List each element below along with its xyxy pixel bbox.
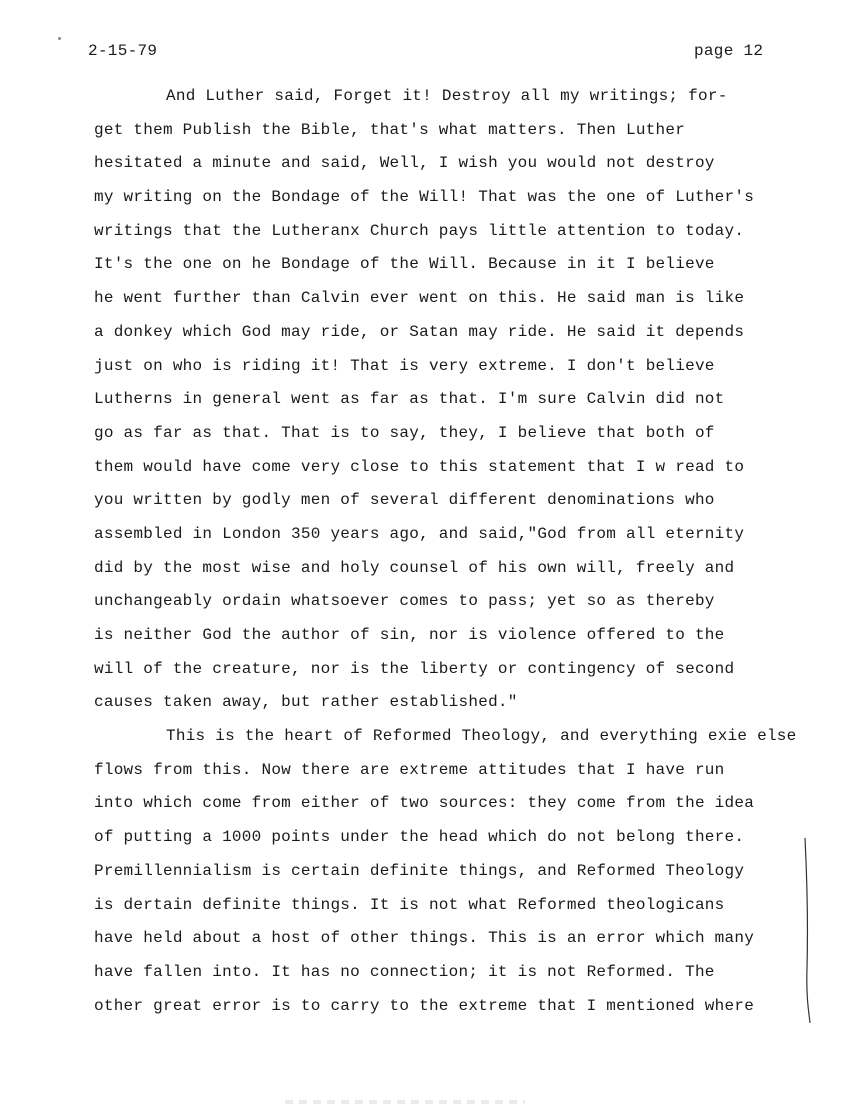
paragraph-1-line: causes taken away, but rather established." [94,693,518,712]
body-text [94,80,834,1023]
paragraph-1-line: go as far as that. That is to say, they, I believe that both of [94,423,715,442]
margin-bracket-mark [803,838,813,1023]
paragraph-1-line: Lutherns in general went as far as that. I'm sure Calvin did not [94,390,725,409]
paragraph-1-line: will of the creature, nor is the liberty or contingency of second [94,659,735,678]
paragraph-1-line: assembled in London 350 years ago, and said,"God from all eternity [94,524,745,543]
paragraph-2-line: other great error is to carry to the extreme that I mentioned where [94,996,755,1015]
paragraph-1-line: you written by godly men of several different denominations who [94,491,715,510]
header-date: 2-15-79 [88,42,158,60]
paragraph-1-line: a donkey which God may ride, or Satan may ride. He said it depends [94,322,745,341]
paragraph-1-line: my writing on the Bondage of the Will! That was the one of Luther's [94,188,755,207]
paragraph-1-line: And Luther said, Forget it! Destroy all my writings; for- [166,87,728,105]
paragraph-2-line: have fallen into. It has no connection; it is not Reformed. The [94,962,715,981]
paragraph-2-line: of putting a 1000 points under the head which do not belong there. [94,828,745,847]
paragraph-1-line: them would have come very close to this statement that I w read to [94,457,745,476]
paragraph-1-line: writings that the Lutheranx Church pays little attention to today. [94,221,745,240]
paragraph-2-line: Premillennialism is certain definite things, and Reformed Theology [94,861,745,880]
paragraph-1-line: hesitated a minute and said, Well, I wish you would not destroy [94,154,715,173]
paragraph-2-line: have held about a host of other things. This is an error which many [94,929,755,948]
paragraph-1-line: It's the one on he Bondage of the Will. Because in it I believe [94,255,715,274]
paragraph-2-line: is dertain definite things. It is not what Reformed theologicans [94,895,725,914]
paragraph-1-line: just on who is riding it! That is very extreme. I don't believe [94,356,715,375]
paragraph-1-line: is neither God the author of sin, nor is violence offered to the [94,626,725,644]
header-page-number: page 12 [694,42,764,60]
paragraph-1-line: he went further than Calvin ever went on this. He said man is like [94,289,745,308]
paragraph-1-line: get them Publish the Bible, that's what matters. Then Luther [94,120,686,139]
paragraph-2-line: flows from this. Now there are extreme attitudes that I have run [94,760,725,779]
paragraph-1-line: unchangeably ordain whatsoever comes to pass; yet so as thereby [94,592,715,611]
paper-speck [58,37,61,40]
paragraph-1-line: did by the most wise and holy counsel of his own will, freely and [94,558,735,577]
footer-smudge [285,1100,525,1104]
paragraph-2-line: into which come from either of two sources: they come from the idea [94,794,755,813]
paragraph-2-line: This is the heart of Reformed Theology, and everything exie else [166,727,797,746]
